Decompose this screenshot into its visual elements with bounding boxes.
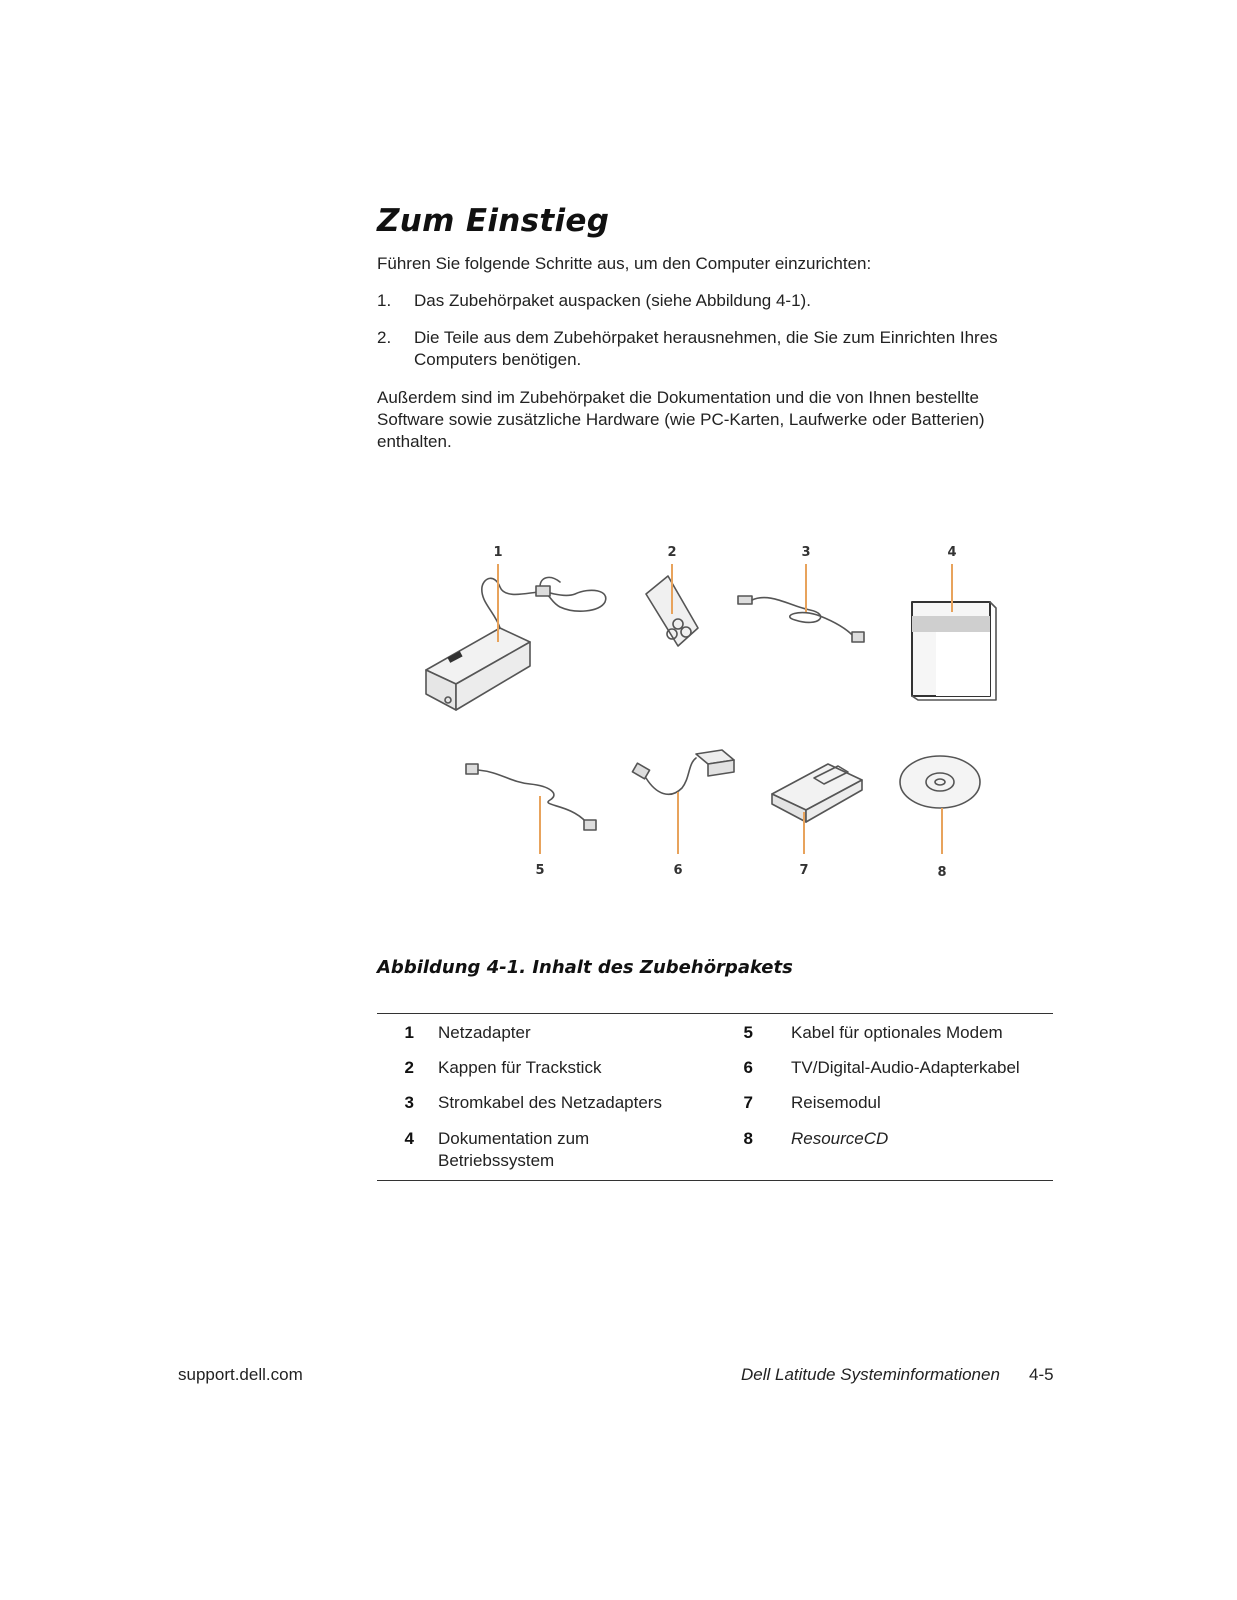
callout-number: 8 xyxy=(937,865,947,880)
footer-page-number: 4-5 xyxy=(1029,1365,1054,1384)
page-heading: Zum Einstieg xyxy=(377,203,610,239)
callout-number: 1 xyxy=(493,545,503,560)
callout-number: 3 xyxy=(801,545,811,560)
legend-number: 1 xyxy=(404,1023,414,1042)
callout-number: 6 xyxy=(673,863,683,878)
modem-cable-illustration xyxy=(466,764,596,830)
step-text: Das Zubehörpaket auspacken (siehe Abbildung 4-1). xyxy=(414,291,811,310)
legend-number: 5 xyxy=(743,1023,753,1042)
ac-adapter-illustration xyxy=(426,577,606,710)
legend-label: Reisemodul xyxy=(791,1093,881,1112)
legend-number: 3 xyxy=(404,1093,414,1112)
callout-number: 4 xyxy=(947,545,957,560)
resource-cd-illustration xyxy=(900,756,980,808)
legend-label: ResourceCD xyxy=(791,1129,889,1148)
step-number: 2. xyxy=(377,328,392,347)
legend-number: 2 xyxy=(404,1058,414,1077)
callout-number: 2 xyxy=(667,545,677,560)
figure-caption: Abbildung 4-1. Inhalt des Zubehörpakets xyxy=(377,957,793,978)
tv-adapter-cable-illustration xyxy=(632,750,734,794)
legend-number: 6 xyxy=(743,1058,753,1077)
legend-label: Dokumentation zum Betriebssystem xyxy=(438,1129,590,1170)
legend-number: 8 xyxy=(743,1129,753,1148)
callout-number: 5 xyxy=(535,863,545,878)
callout-number: 7 xyxy=(799,863,809,878)
legend-label: Stromkabel des Netzadapters xyxy=(438,1093,662,1112)
legend-number: 7 xyxy=(743,1093,753,1112)
intro-paragraph: Führen Sie folgende Schritte aus, um den Computer einzurichten: xyxy=(377,254,872,273)
callout-lines xyxy=(498,564,952,854)
power-cable-illustration xyxy=(738,596,864,642)
footer-website: support.dell.com xyxy=(178,1365,303,1384)
legend-number: 4 xyxy=(404,1129,414,1148)
legend-label: Kabel für optionales Modem xyxy=(791,1023,1003,1042)
travel-module-illustration xyxy=(772,764,862,822)
step-number: 1. xyxy=(377,291,392,310)
footer-title: Dell Latitude Systeminformationen xyxy=(741,1365,1000,1384)
legend-label: Netzadapter xyxy=(438,1023,531,1042)
accessory-kit-figure xyxy=(400,532,1040,888)
legend-label: Kappen für Trackstick xyxy=(438,1058,602,1077)
figure-legend-table xyxy=(377,1013,1053,1181)
step-text: Die Teile aus dem Zubehörpaket herausnehmen, die Sie zum Einrichten Ihres Computers benötigen. xyxy=(414,328,998,369)
legend-label: TV/Digital-Audio-Adapterkabel xyxy=(791,1058,1020,1077)
documentation-illustration xyxy=(912,602,996,700)
extra-paragraph: Außerdem sind im Zubehörpaket die Dokumentation und die von Ihnen bestellte Software sowie zusätzliche Hardware (wie PC-Karten, Laufwerke oder Batterien) enthalten. xyxy=(377,388,985,451)
